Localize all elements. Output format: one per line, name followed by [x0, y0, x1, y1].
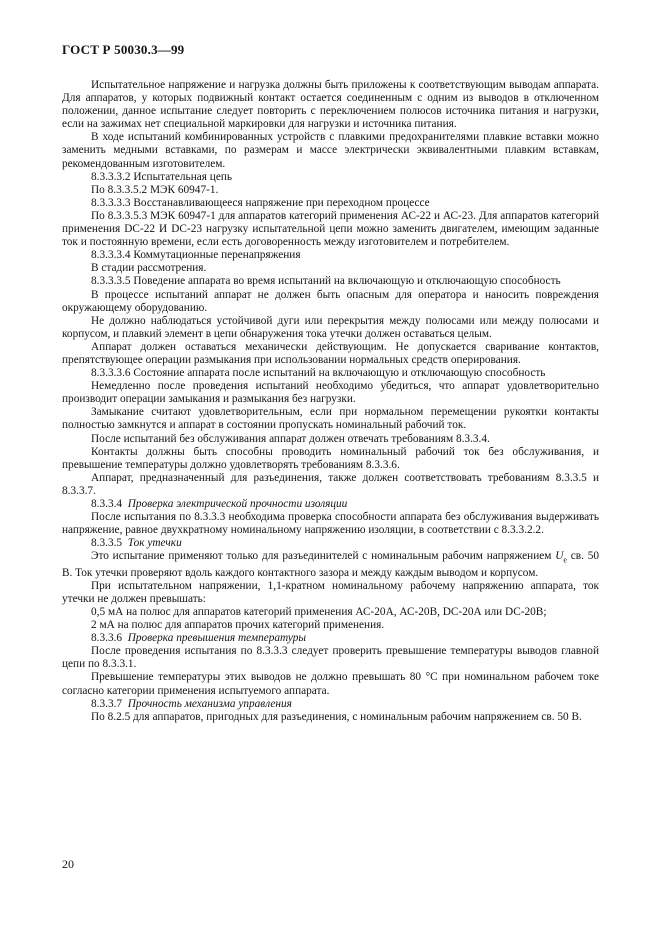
- paragraph: Аппарат должен оставаться механически действующим. Не допускается сваривание контактов, препятствующее операции размыкания при использовании нормальных средств оперирования.: [62, 340, 599, 366]
- document-body: [62, 79, 599, 724]
- paragraph: [62, 550, 599, 579]
- paragraph: В процессе испытаний аппарат не должен быть опасным для оператора и наносить повреждения окружающему оборудованию.: [62, 288, 599, 314]
- document-header: ГОСТ Р 50030.3—99: [62, 42, 185, 57]
- paragraph: Немедленно после проведения испытаний необходимо убедиться, что аппарат удовлетворительно производит операции замыкания и размыкания без нагрузки.: [62, 380, 599, 406]
- section-heading: 8.3.3.3.2 Испытательная цепь: [91, 170, 233, 183]
- section-heading-8-3-3-6: [62, 632, 599, 645]
- paragraph: Аппарат, предназначенный для разъединения, также должен соответствовать требованиям 8.3.3.5 и 8.3.3.7.: [62, 471, 599, 497]
- paragraph: В ходе испытаний комбинированных устройств с плавкими предохранителями плавкие вставки можно заменить медными вставками, по размерам и массе электрически эквивалентными плавким вставкам, рекомендованным изготовителем.: [62, 131, 599, 170]
- paragraph: Превышение температуры этих выводов не должно превышать 80 °С при номинальном рабочем токе согласно категории применения испытуемого аппарата.: [62, 671, 599, 697]
- paragraph: В стадии рассмотрения.: [91, 262, 207, 275]
- paragraph: Испытательное напряжение и нагрузка должны быть приложены к соответствующим выводам аппарата. Для аппаратов, у которых подвижный контакт остается соединенным с одним из выводов в отключенном положении, данное испытание следует повторить с переключением полюсов источника питания и нагрузки, если на зажимах нет специальной маркировки для нагрузки и источника питания.: [62, 79, 599, 131]
- paragraph: После проведения испытания по 8.3.3.3 следует проверить превышение температуры выводов главной цепи по 8.3.3.1.: [62, 645, 599, 671]
- section-title: Ток утечки: [127, 537, 182, 550]
- section-number: 8.3.3.6: [91, 632, 123, 645]
- paragraph: Контакты должны быть способны проводить номинальный рабочий ток без обслуживания, и превышение температуры должно удовлетворять требованиям 8.3.3.6.: [62, 445, 599, 471]
- section-heading-8-3-3-5: [62, 537, 599, 550]
- section-number: 8.3.3.7: [91, 697, 123, 710]
- section-heading-8-3-3-4: [62, 498, 599, 511]
- section-number: 8.3.3.5: [91, 537, 123, 550]
- text-run: Это испытание применяют только для разъединителей с номинальным рабочим напряжением: [91, 550, 556, 563]
- section-heading: 8.3.3.3.3 Восстанавливающееся напряжение при переходном процессе: [91, 196, 430, 209]
- section-number: 8.3.3.4: [91, 498, 123, 510]
- paragraph: По 8.3.3.5.3 МЭК 60947-1 для аппаратов категорий применения АС-22 и АС-23. Для аппаратов категорий применения DC-22 И DC-23 нагрузку испытательной цепи можно заменить двигателем, имеющим заданные ток и постоянную времени, если есть договоренность между изготовителем и потребителем.: [62, 209, 599, 249]
- paragraph: После испытаний без обслуживания аппарат должен отвечать требованиям 8.3.3.4.: [91, 432, 490, 445]
- paragraph: По 8.2.5 для аппаратов, пригодных для разъединения, с номинальным рабочим напряжением св. 50 В.: [91, 710, 582, 723]
- list-item: 2 мА на полюс для аппаратов прочих категорий применения.: [91, 619, 385, 632]
- paragraph: По 8.3.3.5.2 МЭК 60947-1.: [91, 183, 219, 196]
- section-title: Прочность механизма управления: [127, 697, 292, 710]
- voltage-symbol: U: [555, 550, 564, 563]
- section-heading: 8.3.3.3.6 Состояние аппарата после испытаний на включающую и отключающую способность: [91, 367, 546, 380]
- page-number: 20: [62, 857, 74, 871]
- section-heading-8-3-3-7: [62, 698, 599, 711]
- paragraph: При испытательном напряжении, 1,1-кратном номинальному рабочему напряжению аппарата, ток утечки не должен превышать:: [62, 579, 599, 605]
- section-title: Проверка электрической прочности изоляции: [127, 498, 348, 510]
- voltage-subscript: e: [563, 555, 567, 565]
- list-item: 0,5 мА на полюс для аппаратов категорий применения АС-20А, АС-20В, DC-20А или DC-20В;: [91, 606, 547, 618]
- section-heading: 8.3.3.3.5 Поведение аппарата во время испытаний на включающую и отключающую способность: [91, 275, 561, 288]
- section-title: Проверка превышения температуры: [127, 632, 307, 645]
- text-run: св. 50 В. Ток утечки проверяют вдоль каждого контактного зазора и между каждым выводом и корпусом.: [62, 550, 599, 579]
- paragraph: Не должно наблюдаться устойчивой дуги или перекрытия между полюсами или между полюсами и корпусом, и плавкий элемент в цепи обнаружения тока утечки должен оставаться целым.: [62, 314, 599, 340]
- paragraph: После испытания по 8.3.3.3 необходима проверка способности аппарата без обслуживания выдерживать напряжение, равное двухкратному номинальному напряжению изоляции, в соответствии с 8.3.3.2.2.: [62, 511, 599, 537]
- paragraph: Замыкание считают удовлетворительным, если при нормальном перемещении рукоятки контакты полностью замкнутся и аппарат в состоянии пропускать номинальный рабочий ток.: [62, 406, 599, 432]
- section-heading: 8.3.3.3.4 Коммутационные перенапряжения: [91, 249, 301, 262]
